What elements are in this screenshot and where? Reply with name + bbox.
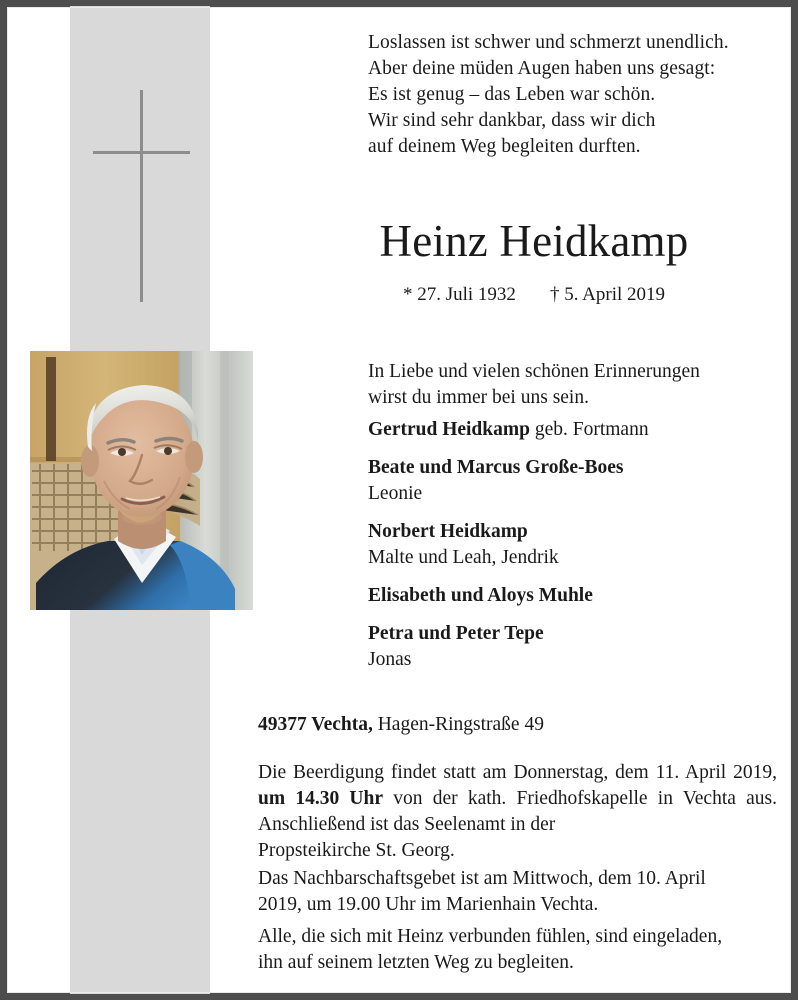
prayer-text-part1: Das Nachbarschaftsgebet ist am Mittwoch, dem 10. April [258, 868, 706, 889]
survivor-primary-name: Norbert Heidkamp [368, 521, 528, 542]
survivor-name [368, 621, 788, 647]
address [258, 712, 777, 738]
verse-line: Es ist genug – das Leben war schön. [368, 84, 656, 105]
burial-time: um 14.30 Uhr [258, 788, 384, 809]
invitation-text-part1: Alle, die sich mit Heinz verbunden fühlen, sind eingeladen, [258, 926, 723, 947]
verse-line: Loslassen ist schwer und schmerzt unendlich. [368, 32, 729, 53]
memorial-verse [368, 30, 788, 160]
burial-text-part1: Die Beerdigung findet statt am Donnerstag, dem 11. April 2019, [258, 762, 777, 783]
latin-cross-icon [93, 90, 190, 302]
birth-date: * 27. Juli 1932 [402, 284, 516, 305]
survivor-primary-name: Petra und Peter Tepe [368, 623, 544, 644]
memorial-message [368, 359, 788, 411]
survivor-primary-name: Beate und Marcus Große-Boes [368, 457, 624, 478]
prayer-text-part2: 2019, um 19.00 Uhr im Marienhain Vechta. [258, 894, 599, 915]
address-zip-city: 49377 Vechta, [258, 714, 373, 735]
memorial-line: In Liebe und vielen schönen Erinnerungen [368, 361, 700, 382]
survivor-name [368, 455, 788, 481]
deceased-name: Heinz Heidkamp [379, 216, 689, 266]
survivor-name [368, 417, 788, 443]
list-item [368, 455, 788, 507]
life-dates [294, 282, 774, 308]
cross-vertical-bar [140, 90, 143, 302]
burial-information [258, 760, 777, 864]
verse-line: auf deinem Weg begleiten durften. [368, 136, 641, 157]
burial-text-part2: von der kath. Friedhofskapelle in Vechta aus. Anschließend ist das Seelenamt in der [258, 788, 777, 835]
list-item [368, 621, 788, 673]
survivor-primary-name: Gertrud Heidkamp [368, 419, 530, 440]
survivor-children: Jonas [368, 649, 412, 670]
prayer-information [258, 866, 777, 918]
invitation-text [258, 924, 777, 976]
survivor-name [368, 519, 788, 545]
portrait-photo [30, 351, 253, 610]
survivor-primary-name: Elisabeth und Aloys Muhle [368, 585, 593, 606]
portrait-photo-image [30, 351, 253, 610]
survivor-children: Malte und Leah, Jendrik [368, 547, 559, 568]
burial-text-part3: Propsteikirche St. Georg. [258, 840, 455, 861]
address-street: Hagen-Ringstraße 49 [372, 714, 544, 735]
verse-line: Wir sind sehr dankbar, dass wir dich [368, 110, 656, 131]
survivor-maiden-name: geb. Fortmann [529, 419, 649, 440]
death-date: † 5. April 2019 [549, 284, 665, 305]
memorial-line: wirst du immer bei uns sein. [368, 387, 589, 408]
invitation-text-part2: ihn auf seinem letzten Weg zu begleiten. [258, 952, 574, 973]
list-item [368, 417, 788, 443]
survivors-list [368, 417, 788, 673]
survivor-name [368, 583, 788, 609]
survivor-children: Leonie [368, 483, 423, 504]
cross-horizontal-bar [93, 151, 190, 154]
list-item [368, 583, 788, 609]
verse-line: Aber deine müden Augen haben uns gesagt: [368, 58, 716, 79]
list-item [368, 519, 788, 571]
